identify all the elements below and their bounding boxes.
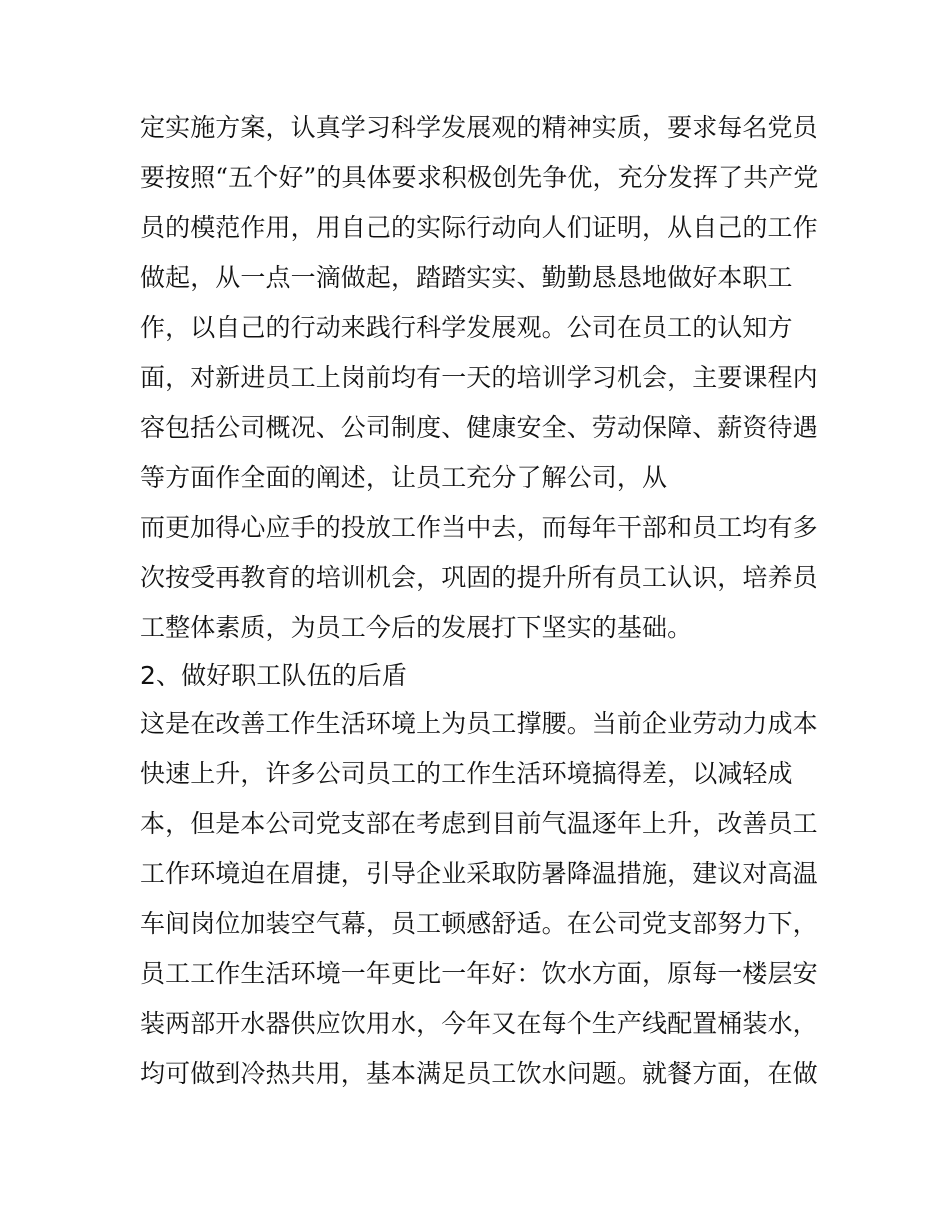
text-line: 均可做到冷热共用，基本满足员工饮水问题。就餐方面，在做: [140, 1059, 818, 1088]
text-line: 这是在改善工作生活环境上为员工撑腰。当前企业劳动力成本: [140, 709, 818, 738]
text-line: 而更加得心应手的投放工作当中去，而每年干部和员工均有多: [140, 513, 818, 542]
text-line: 快速上升，许多公司员工的工作生活环境搞得差，以减轻成: [140, 759, 793, 788]
text-line: 本，但是本公司党支部在考虑到目前气温逐年上升，改善员工: [140, 809, 818, 838]
text-line: 员工工作生活环境一年更比一年好：饮水方面，原每一楼层安: [140, 959, 818, 988]
text-line: 做起，从一点一滴做起，踏踏实实、勤勤恳恳地做好本职工: [140, 263, 793, 292]
section-heading: 2、做好职工队伍的后盾: [140, 661, 408, 690]
text-line: 次按受再教育的培训机会，巩固的提升所有员工认识，培养员: [140, 563, 818, 592]
text-line: 要按照“五个好”的具体要求积极创先争优，充分发挥了共产党: [140, 163, 819, 192]
text-line: 作，以自己的行动来践行科学发展观。公司在员工的认知方: [140, 313, 793, 342]
text-line: 面，对新进员工上岗前均有一天的培训学习机会，主要课程内: [140, 363, 818, 392]
text-line: 员的模范作用，用自己的实际行动向人们证明，从自己的工作: [140, 213, 818, 242]
text-line: 容包括公司概况、公司制度、健康安全、劳动保障、薪资待遇: [140, 413, 818, 442]
text-line: 等方面作全面的阐述，让员工充分了解公司，从: [140, 463, 668, 492]
text-line: 工作环境迫在眉捷，引导企业采取防暑降温措施，建议对高温: [140, 859, 818, 888]
text-line: 工整体素质，为员工今后的发展打下坚实的基础。: [140, 613, 693, 642]
text-line: 车间岗位加装空气幕，员工顿感舒适。在公司党支部努力下，: [140, 909, 818, 938]
text-line: 定实施方案，认真学习科学发展观的精神实质，要求每名党员: [140, 113, 818, 142]
text-line: 装两部开水器供应饮用水，今年又在每个生产线配置桶装水，: [140, 1009, 818, 1038]
